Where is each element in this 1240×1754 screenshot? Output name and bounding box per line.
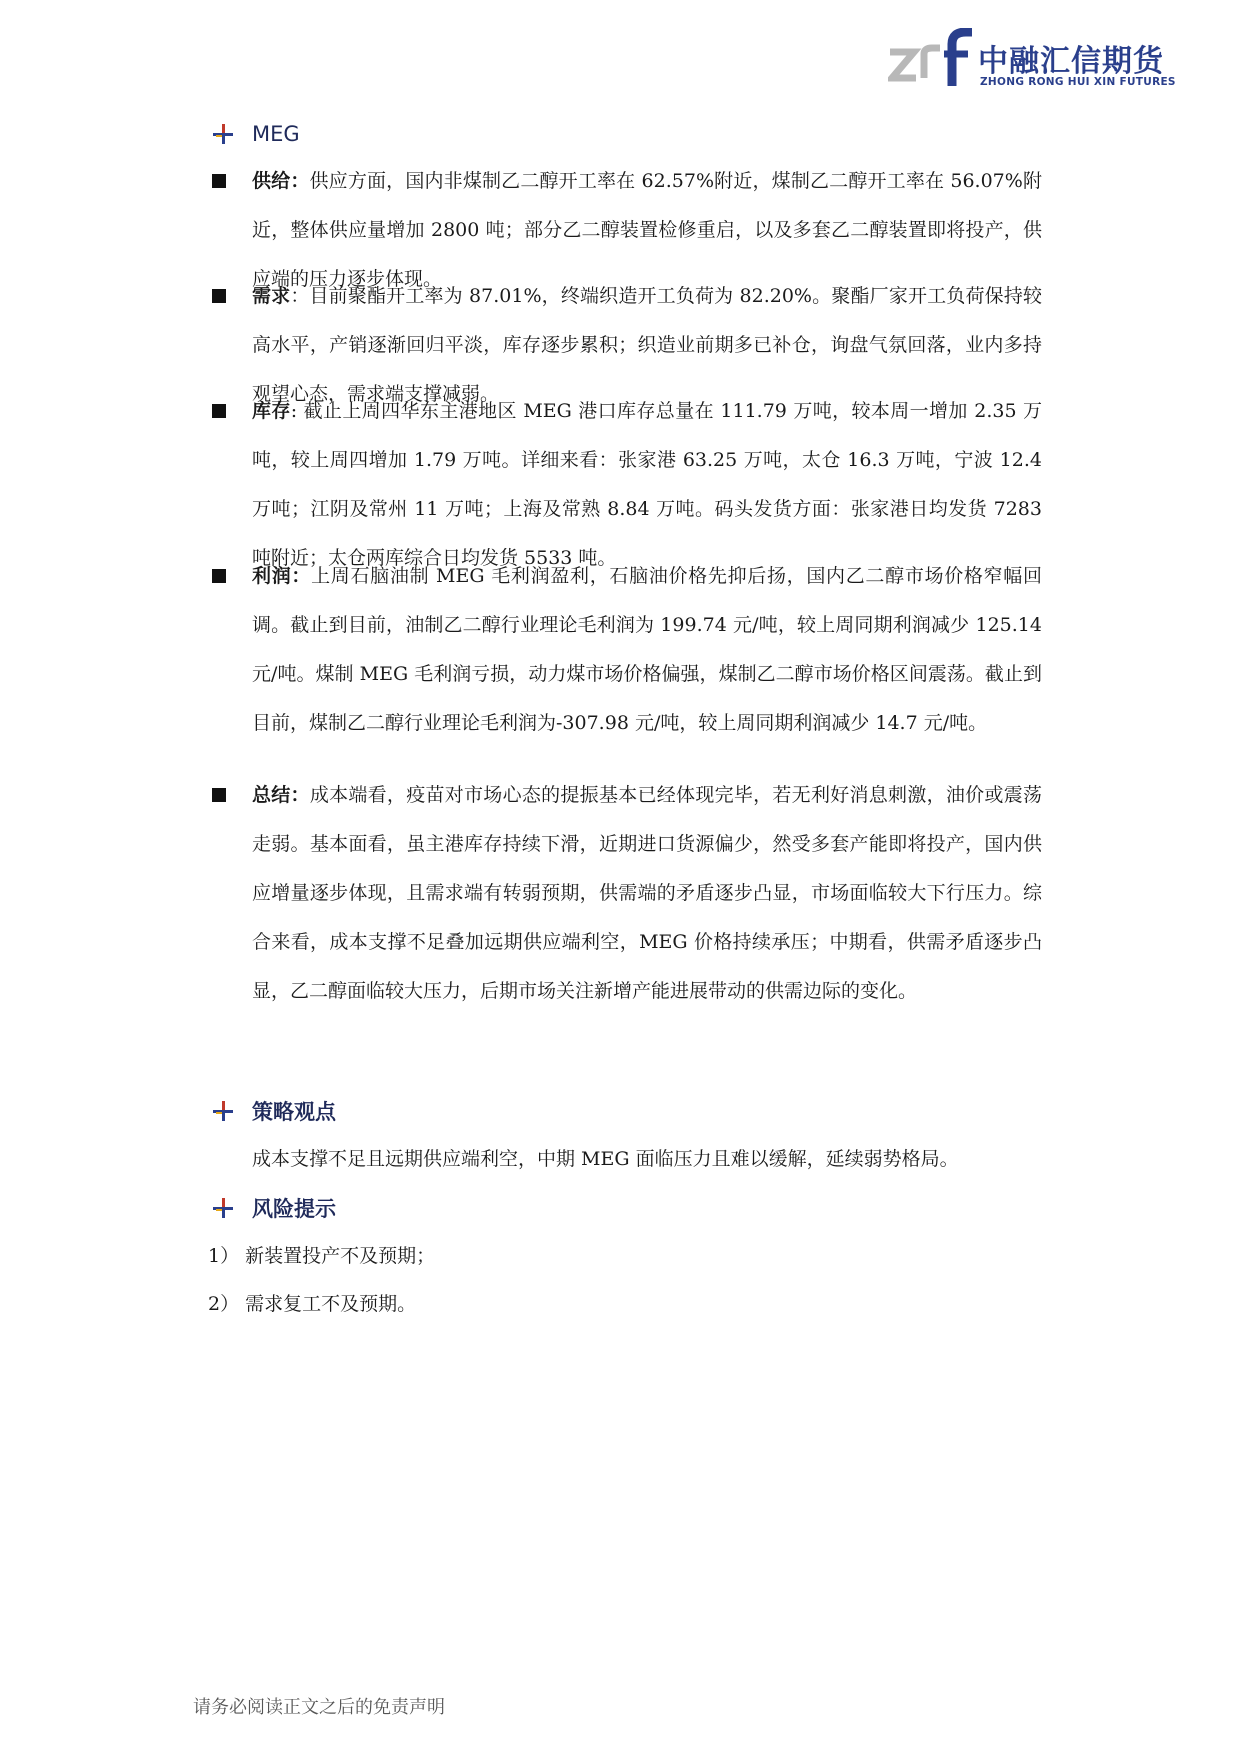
compass-marker-icon bbox=[212, 1197, 234, 1219]
disclaimer-footer: 请务必阅读正文之后的免责声明 bbox=[193, 1697, 445, 1718]
risk-item-2: 2） 需求复工不及预期。 bbox=[208, 1293, 417, 1315]
square-bullet-icon bbox=[212, 174, 226, 188]
strategy-heading bbox=[212, 1096, 336, 1126]
demand-label: 需求 bbox=[252, 285, 291, 307]
summary-label: 总结： bbox=[252, 784, 310, 806]
profit-text: 上周石脑油制 MEG 毛利润盈利，石脑油价格先抑后扬，国内乙二醇市场价格窄幅回调。截止到目前，油制乙二醇行业理论毛利润为 199.74 元/吨，较上周同期利润减少 125.14 元/吨。煤制 MEG 毛利润亏损，动力煤市场价格偏强，煤制乙二醇市场价格区间震荡。截止到目前，煤制乙二醇行业理论毛利润为-307.98 元/吨，较上周同期利润减少 14.7 元/吨。 bbox=[252, 565, 1042, 734]
profit-label: 利润： bbox=[252, 565, 312, 587]
risk-heading bbox=[212, 1193, 336, 1223]
square-bullet-icon bbox=[212, 289, 226, 303]
summary-paragraph bbox=[252, 771, 1042, 1016]
risk-heading-text: 风险提示 bbox=[252, 1197, 336, 1221]
inventory-label: 库存 bbox=[252, 400, 291, 422]
company-logo bbox=[888, 28, 1178, 90]
strategy-text: 成本支撑不足且远期供应端利空，中期 MEG 面临压力且难以缓解，延续弱势格局。 bbox=[252, 1148, 959, 1170]
supply-label: 供给： bbox=[252, 170, 310, 192]
logo-chinese-name: 中融汇信期货 bbox=[978, 44, 1164, 79]
square-bullet-icon bbox=[212, 404, 226, 418]
square-bullet-icon bbox=[212, 569, 226, 583]
meg-heading-text: MEG bbox=[252, 122, 300, 146]
demand-text: ：目前聚酯开工率为 87.01%，终端织造开工负荷为 82.20%。聚酯厂家开工负荷保持较高水平，产销逐渐回归平淡，库存逐步累积；织造业前期多已补仓，询盘气氛回落，业内多持观望心态，需求端支撑减弱。 bbox=[252, 285, 1042, 405]
strategy-heading-text: 策略观点 bbox=[252, 1100, 336, 1124]
inventory-text: : 截止上周四华东主港地区 MEG 港口库存总量在 111.79 万吨，较本周一增加 2.35 万吨，较上周四增加 1.79 万吨。详细来看：张家港 63.25 万吨，太仓 16.3 万吨，宁波 12.4 万吨；江阴及常州 11 万吨；上海及常熟 8.84 万吨。码头发货方面：张家港日均发货 7283 吨附近；太仓两库综合日均发货 5533 吨。 bbox=[252, 400, 1042, 569]
risk-item-1: 1） 新装置投产不及预期； bbox=[208, 1245, 436, 1267]
zrf-logo-mark bbox=[888, 28, 972, 90]
summary-text: 成本端看，疫苗对市场心态的提振基本已经体现完毕，若无利好消息刺激，油价或震荡走弱。基本面看，虽主港库存持续下滑，近期进口货源偏少，然受多套产能即将投产，国内供应增量逐步体现，且需求端有转弱预期，供需端的矛盾逐步凸显，市场面临较大下行压力。综合来看，成本支撑不足叠加远期供应端利空，MEG 价格持续承压；中期看，供需矛盾逐步凸显，乙二醇面临较大压力，后期市场关注新增产能进展带动的供需边际的变化。 bbox=[252, 784, 1042, 1002]
compass-marker-icon bbox=[212, 1100, 234, 1122]
meg-heading bbox=[212, 119, 300, 149]
compass-marker-icon bbox=[212, 123, 234, 145]
square-bullet-icon bbox=[212, 788, 226, 802]
logo-english-name: ZHONG RONG HUI XIN FUTURES bbox=[980, 76, 1176, 88]
profit-paragraph bbox=[252, 552, 1042, 748]
supply-text: 供应方面，国内非煤制乙二醇开工率在 62.57%附近，煤制乙二醇开工率在 56.07%附近，整体供应量增加 2800 吨；部分乙二醇装置检修重启，以及多套乙二醇装置即将投产，供应端的压力逐步体现。 bbox=[252, 170, 1042, 290]
